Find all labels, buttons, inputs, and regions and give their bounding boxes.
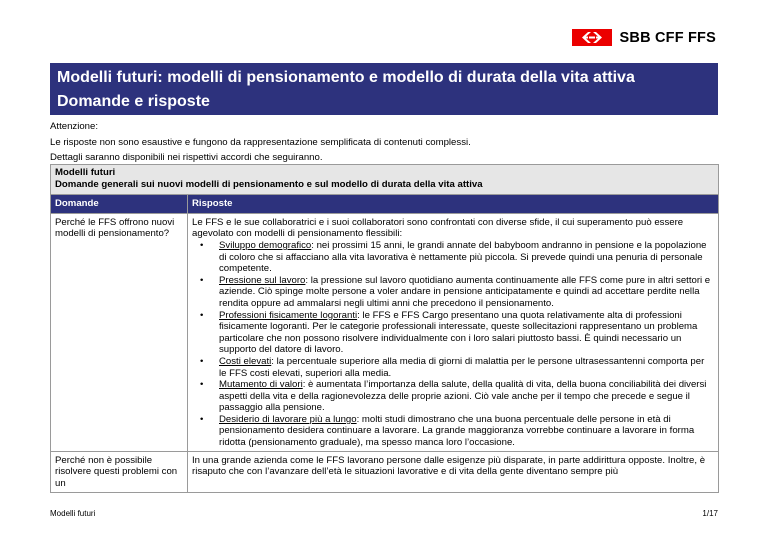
qa-table: [50, 164, 719, 493]
section-header: [51, 165, 719, 195]
page-subtitle: Domande e risposte: [57, 93, 210, 110]
table-row: [51, 213, 719, 451]
brand-name: SBB CFF FFS: [619, 29, 716, 46]
list-item: [219, 240, 714, 275]
bullet-text: : molti studi dimostrano che una buona percentuale delle persone in età di pensionamento desidera continuare a lavorare. La grande maggioranza vorrebbe continuare a lavorare in forma ridotta (pensionamento graduale), ma spesso manca loro l’occasione.: [219, 413, 695, 449]
bullet-term: Desiderio di lavorare più a lungo: [219, 413, 357, 425]
list-item: [219, 275, 714, 310]
column-header-questions: Domande: [51, 195, 188, 214]
column-header-row: [51, 195, 719, 214]
footer-title: Modelli futuri: [50, 509, 96, 518]
note-line: Le risposte non sono esaustive e fungono da rappresentazione semplificata di contenuti complessi.: [50, 136, 471, 148]
list-item: [219, 310, 714, 356]
list-item: [219, 356, 714, 379]
bullet-text: : le FFS e FFS Cargo presentano una quota relativamente alta di professioni fisicamente logoranti. Per le categorie professionali interessate, queste sollecitazioni rappresentano un problema particolare che non possono risolvere individualmente con i loro salari piuttosto bassi. È quindi necessario un supporto del datore di lavoro.: [219, 309, 698, 356]
table-row: [51, 451, 719, 493]
bullet-text: : la percentuale superiore alla media di giorni di malattia per le persone ultrasessantenni comporta per le FFS costi elevati, superiori alla media.: [219, 355, 705, 379]
list-item: [219, 379, 714, 414]
sbb-logo: [572, 29, 716, 46]
bullet-term: Costi elevati: [219, 355, 272, 367]
list-item: [219, 414, 714, 449]
note-line: Dettagli saranno disponibili nei rispettivi accordi che seguiranno.: [50, 152, 323, 163]
note-heading: Attenzione:: [50, 121, 99, 132]
sbb-arrows-icon: [572, 29, 612, 46]
section-subtitle: Domande generali sui nuovi modelli di pensionamento e sul modello di durata della vita attiva: [55, 178, 483, 190]
bullet-term: Sviluppo demografico: [219, 239, 312, 251]
bullet-text: : la pressione sul lavoro quotidiano aumenta continuamente alle FFS come pure in altri settori e aziende. Ciò spinge molte persone a voler andare in pensione anticipatamente e quindi ad accettare perdite nella rendita oppure ad ammalarsi negli ultimi anni che precedono il pensionamento.: [219, 274, 711, 309]
section-title: Modelli futuri: [55, 167, 116, 178]
title-banner: [50, 63, 718, 115]
column-header-answers: Risposte: [188, 195, 719, 214]
bullet-term: Pressione sul lavoro: [219, 274, 306, 286]
section-header-row: [51, 165, 719, 195]
page-number: 1/17: [702, 509, 718, 518]
bullet-term: Mutamento di valori: [219, 379, 303, 391]
answer-bullet-list: [192, 240, 714, 449]
question-cell: Perché non è possibile risolvere questi problemi con un: [51, 451, 188, 493]
disclaimer-note: [50, 119, 720, 166]
answer-cell: In una grande azienda come le FFS lavorano persone dalle esigenze più disparate, in parte addirittura opposte. Inoltre, è risaputo che con l’avanzare dell’età le situazioni lavorative e di vita della gente diventano sempre più: [188, 451, 719, 493]
bullet-term: Professioni fisicamente logoranti: [219, 309, 358, 321]
bullet-text: : è aumentata l’importanza della salute, della qualità di vita, della buona conciliabilità dei diversi aspetti della vita e della ragionevolezza delle proprie azioni. Ciò vale anche per il tempo che precede e segue il passaggio alla pensione.: [219, 379, 707, 414]
bullet-text: : nei prossimi 15 anni, le grandi annate del babyboom andranno in pensione e la popolazione di coloro che si affacciano alla vita lavorativa è nettamente più piccola. Si prevede quindi una penuria di personale competente.: [219, 239, 707, 275]
answer-intro: Le FFS e le sue collaboratrici e i suoi collaboratori sono confrontati con diverse sfide, il cui superamento può essere agevolato con modelli di pensionamento flessibili:: [192, 216, 684, 240]
page-title: Modelli futuri: modelli di pensionamento e modello di durata della vita attiva: [57, 69, 635, 86]
answer-cell: [188, 213, 719, 451]
question-cell: Perché le FFS offrono nuovi modelli di pensionamento?: [51, 213, 188, 451]
